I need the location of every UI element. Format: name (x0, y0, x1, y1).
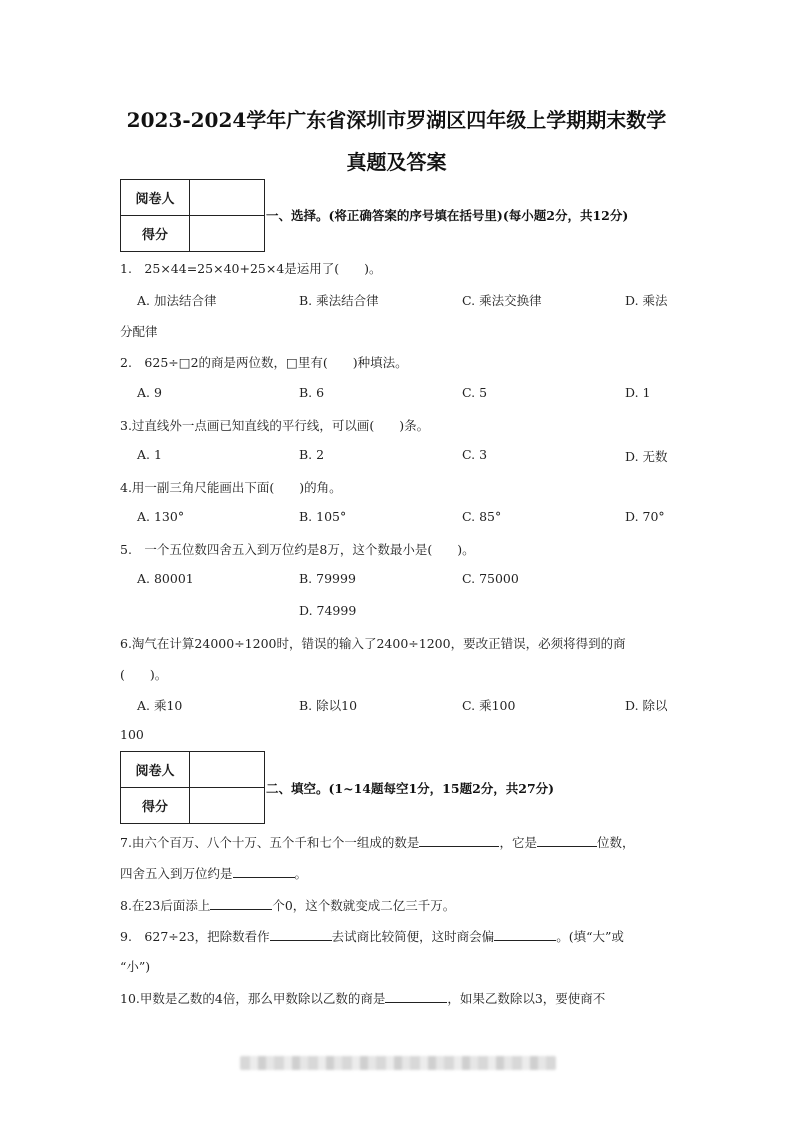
q5-option-d: D. 74999 (299, 603, 357, 618)
q1-option-b: B. 乘法结合律 (299, 293, 379, 308)
q4-option-b: B. 105° (299, 509, 347, 524)
q6-option-c: C. 乘100 (462, 698, 516, 713)
question-9-line1 (120, 926, 624, 945)
answer-blank (270, 926, 332, 941)
q3-option-a: A. 1 (137, 447, 162, 462)
answer-blank (494, 926, 556, 941)
q6-option-d: D. 除以 (625, 698, 668, 713)
score-label: 得分 (121, 216, 190, 252)
reviewer-cell (190, 180, 265, 216)
q5-option-b: B. 79999 (299, 571, 356, 586)
q6-option-a: A. 乘10 (137, 698, 183, 713)
q6-option-b: B. 除以10 (299, 698, 358, 713)
document-title-line2: 真题及答案 (346, 150, 447, 174)
score-label: 得分 (121, 788, 190, 824)
q2-option-c: C. 5 (462, 385, 488, 400)
q5-option-c: C. 75000 (462, 571, 519, 586)
answer-blank (419, 832, 499, 847)
q7-text-4: 四舍五入到万位约是 (120, 866, 233, 881)
q6-option-d-continued: 100 (120, 727, 144, 742)
question-5-stem: 5. 一个五位数四舍五入到万位约是8万，这个数最小是( )。 (120, 542, 475, 557)
question-7-line1 (120, 832, 634, 851)
section2-heading: 二、填空。(1~14题每空1分，15题2分，共27分) (266, 781, 555, 796)
score-cell (190, 788, 265, 824)
q7-text-5: 。 (294, 866, 308, 881)
q1-option-d: D. 乘法 (625, 293, 668, 308)
document-title-line1: 2023-2024学年广东省深圳市罗湖区四年级上学期期末数学 (126, 108, 667, 132)
reviewer-label: 阅卷人 (121, 752, 190, 788)
answer-blank (233, 863, 295, 878)
q9-text-1: 9. 627÷23，把除数看作 (120, 929, 270, 944)
q5-option-a: A. 80001 (137, 571, 194, 586)
q8-text-1: 8.在23后面添上 (120, 898, 211, 913)
q7-text-2: ，它是 (499, 835, 537, 850)
q2-option-a: A. 9 (137, 385, 162, 400)
q4-option-a: A. 130° (137, 509, 185, 524)
q7-text-3: 位数， (596, 835, 635, 850)
answer-blank (210, 895, 272, 910)
q3-option-b: B. 2 (299, 447, 325, 462)
q1-option-a: A. 加法结合律 (137, 293, 217, 308)
score-cell (190, 216, 265, 252)
q1-option-c: C. 乘法交换律 (462, 293, 542, 308)
answer-blank (537, 832, 597, 847)
answer-blank (385, 988, 447, 1003)
reviewer-cell (190, 752, 265, 788)
q2-option-b: B. 6 (299, 385, 325, 400)
score-box-section2 (120, 751, 265, 824)
q9-text-3: 。(填“大”或 (556, 929, 624, 944)
q3-option-d: D. 无数 (625, 449, 668, 464)
section1-heading: 一、选择。(将正确答案的序号填在括号里)(每小题2分，共12分) (266, 208, 629, 223)
q4-option-d: D. 70° (625, 509, 665, 524)
question-8 (120, 895, 455, 914)
q4-option-c: C. 85° (462, 509, 502, 524)
question-9-line2: “小”) (120, 959, 151, 974)
question-10 (120, 988, 605, 1007)
q10-text-1: 10.甲数是乙数的4倍，那么甲数除以乙数的商是 (120, 991, 386, 1006)
q10-text-2: ，如果乙数除以3，要使商不 (447, 991, 606, 1006)
score-box-section1 (120, 179, 265, 252)
question-2-stem: 2. 625÷□2的商是两位数，□里有( )种填法。 (120, 355, 408, 370)
question-4-stem: 4.用一副三角尺能画出下面( )的角。 (120, 480, 342, 495)
question-6-stem-continued: ( )。 (120, 667, 168, 682)
question-3-stem: 3.过直线外一点画已知直线的平行线，可以画( )条。 (120, 418, 430, 433)
question-1-stem: 1. 25×44=25×40+25×4是运用了( )。 (120, 261, 382, 276)
q3-option-c: C. 3 (462, 447, 488, 462)
question-6-stem: 6.淘气在计算24000÷1200时，错误的输入了2400÷1200，要改正错误，必须将得到的商 (120, 636, 626, 651)
q2-option-d: D. 1 (625, 385, 651, 400)
reviewer-label: 阅卷人 (121, 180, 190, 216)
q7-text-1: 7.由六个百万、八个十万、五个千和七个一组成的数是 (120, 835, 420, 850)
q1-option-d-continued: 分配律 (120, 324, 158, 339)
blurred-footer-watermark (240, 1056, 556, 1070)
q8-text-2: 个0，这个数就变成二亿三千万。 (272, 898, 456, 913)
question-7-line2 (120, 863, 307, 882)
q9-text-2: 去试商比较简便，这时商会偏 (331, 929, 495, 944)
